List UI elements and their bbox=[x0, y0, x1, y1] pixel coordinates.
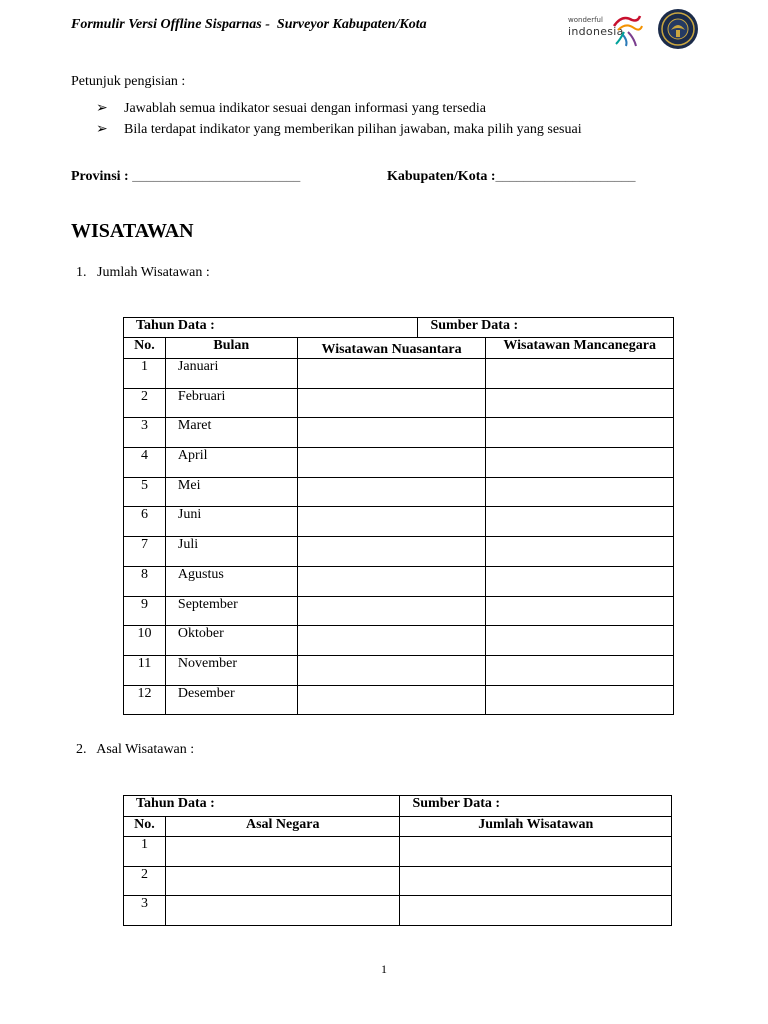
wisatawan-nusantara-input-cell[interactable] bbox=[297, 359, 486, 389]
table-row bbox=[124, 418, 674, 448]
table-row bbox=[124, 566, 674, 596]
row-number: 3 bbox=[124, 896, 166, 926]
provinsi-field[interactable] bbox=[71, 169, 300, 185]
row-number: 8 bbox=[124, 566, 166, 596]
table-row bbox=[124, 626, 674, 656]
sumber-data-label: Sumber Data : bbox=[412, 796, 501, 811]
table-row bbox=[124, 685, 674, 715]
row-number: 3 bbox=[124, 418, 166, 448]
table-row bbox=[124, 448, 674, 478]
table-row bbox=[124, 655, 674, 685]
wisatawan-mancanegara-input-cell[interactable] bbox=[486, 418, 674, 448]
garuda-logo-icon bbox=[610, 12, 644, 48]
row-number: 1 bbox=[124, 837, 166, 867]
wisatawan-nusantara-input-cell[interactable] bbox=[297, 477, 486, 507]
wisatawan-mancanegara-input-cell[interactable] bbox=[486, 655, 674, 685]
col-header-asal-negara: Asal Negara bbox=[165, 817, 400, 837]
wisatawan-mancanegara-input-cell[interactable] bbox=[486, 626, 674, 656]
provinsi-blank-line[interactable]: ________________________ bbox=[132, 169, 301, 184]
row-number: 9 bbox=[124, 596, 166, 626]
asal-negara-input-cell[interactable] bbox=[165, 866, 400, 896]
col-header-jumlah-wisatawan: Jumlah Wisatawan bbox=[400, 817, 672, 837]
wisatawan-mancanegara-input-cell[interactable] bbox=[486, 359, 674, 389]
month-name: Mei bbox=[165, 477, 297, 507]
month-name: Maret bbox=[165, 418, 297, 448]
col-header-bulan: Bulan bbox=[165, 338, 297, 359]
jumlah-wisatawan-input-cell[interactable] bbox=[400, 837, 672, 867]
col-header-no: No. bbox=[124, 338, 166, 359]
month-name: Oktober bbox=[165, 626, 297, 656]
table-row bbox=[124, 596, 674, 626]
tahun-data-label: Tahun Data : bbox=[136, 796, 215, 811]
jumlah-wisatawan-input-cell[interactable] bbox=[400, 866, 672, 896]
wisatawan-mancanegara-input-cell[interactable] bbox=[486, 566, 674, 596]
month-name: September bbox=[165, 596, 297, 626]
month-name: April bbox=[165, 448, 297, 478]
table-row bbox=[124, 507, 674, 537]
row-number: 5 bbox=[124, 477, 166, 507]
month-name: Juli bbox=[165, 537, 297, 567]
wisatawan-mancanegara-input-cell[interactable] bbox=[486, 507, 674, 537]
government-seal-icon bbox=[657, 8, 699, 50]
table-row bbox=[124, 537, 674, 567]
table-row bbox=[124, 896, 672, 926]
row-number: 4 bbox=[124, 448, 166, 478]
tahun-data-cell[interactable] bbox=[124, 796, 400, 817]
month-name: Januari bbox=[165, 359, 297, 389]
wisatawan-nusantara-input-cell[interactable] bbox=[297, 507, 486, 537]
month-name: Agustus bbox=[165, 566, 297, 596]
instruction-text: Jawablah semua indikator sesuai dengan informasi yang tersedia bbox=[124, 101, 486, 116]
wisatawan-nusantara-input-cell[interactable] bbox=[297, 626, 486, 656]
month-name: November bbox=[165, 655, 297, 685]
jumlah-wisatawan-input-cell[interactable] bbox=[400, 896, 672, 926]
wisatawan-nusantara-input-cell[interactable] bbox=[297, 566, 486, 596]
col-header-wisatawan-nusantara: Wisatawan Nuasantara bbox=[297, 338, 486, 359]
question-2-label: 2. Asal Wisatawan : bbox=[76, 742, 195, 757]
table-row bbox=[124, 359, 674, 389]
wisatawan-nusantara-input-cell[interactable] bbox=[297, 685, 486, 715]
wisatawan-mancanegara-input-cell[interactable] bbox=[486, 388, 674, 418]
arrow-bullet-icon: ➢ bbox=[96, 101, 108, 116]
table-row bbox=[124, 837, 672, 867]
logo-text-big: indonesia bbox=[568, 25, 624, 38]
kabupaten-blank-line[interactable]: ____________________ bbox=[495, 169, 636, 184]
row-number: 1 bbox=[124, 359, 166, 389]
jumlah-wisatawan-table bbox=[123, 317, 674, 715]
instruction-item bbox=[96, 121, 582, 138]
wisatawan-mancanegara-input-cell[interactable] bbox=[486, 596, 674, 626]
wisatawan-nusantara-input-cell[interactable] bbox=[297, 655, 486, 685]
col-header-no: No. bbox=[124, 817, 166, 837]
wonderful-indonesia-logo bbox=[566, 12, 646, 48]
arrow-bullet-icon: ➢ bbox=[96, 122, 108, 137]
month-name: Juni bbox=[165, 507, 297, 537]
wisatawan-nusantara-input-cell[interactable] bbox=[297, 388, 486, 418]
document-header-title: Formulir Versi Offline Sisparnas - Surveyor Kabupaten/Kota bbox=[71, 17, 427, 32]
wisatawan-nusantara-input-cell[interactable] bbox=[297, 596, 486, 626]
wisatawan-nusantara-input-cell[interactable] bbox=[297, 537, 486, 567]
row-number: 10 bbox=[124, 626, 166, 656]
col-header-wisatawan-mancanegara: Wisatawan Mancanegara bbox=[486, 338, 674, 359]
wisatawan-mancanegara-input-cell[interactable] bbox=[486, 448, 674, 478]
month-name: Desember bbox=[165, 685, 297, 715]
wisatawan-mancanegara-input-cell[interactable] bbox=[486, 537, 674, 567]
instruction-item bbox=[96, 100, 486, 117]
section-title: WISATAWAN bbox=[71, 220, 194, 242]
month-name: Februari bbox=[165, 388, 297, 418]
tahun-data-cell[interactable] bbox=[124, 318, 418, 338]
instructions-label: Petunjuk pengisian : bbox=[71, 74, 186, 89]
logo-text-small: wonderful bbox=[568, 16, 603, 24]
page-number: 1 bbox=[381, 962, 387, 976]
provinsi-label: Provinsi : bbox=[71, 169, 129, 184]
wisatawan-nusantara-input-cell[interactable] bbox=[297, 418, 486, 448]
wisatawan-mancanegara-input-cell[interactable] bbox=[486, 685, 674, 715]
row-number: 12 bbox=[124, 685, 166, 715]
asal-negara-input-cell[interactable] bbox=[165, 896, 400, 926]
table-row bbox=[124, 866, 672, 896]
question-1-label: 1. Jumlah Wisatawan : bbox=[76, 265, 210, 280]
sumber-data-label: Sumber Data : bbox=[430, 318, 519, 333]
row-number: 11 bbox=[124, 655, 166, 685]
row-number: 7 bbox=[124, 537, 166, 567]
sumber-data-cell[interactable] bbox=[400, 796, 672, 817]
sumber-data-cell[interactable] bbox=[418, 318, 674, 338]
kabupaten-field[interactable] bbox=[387, 169, 636, 185]
table-row bbox=[124, 477, 674, 507]
asal-negara-input-cell[interactable] bbox=[165, 837, 400, 867]
wisatawan-mancanegara-input-cell[interactable] bbox=[486, 477, 674, 507]
row-number: 2 bbox=[124, 866, 166, 896]
wisatawan-nusantara-input-cell[interactable] bbox=[297, 448, 486, 478]
asal-wisatawan-table bbox=[123, 795, 672, 926]
tahun-data-label: Tahun Data : bbox=[136, 318, 215, 333]
table-row bbox=[124, 388, 674, 418]
row-number: 6 bbox=[124, 507, 166, 537]
kabupaten-label: Kabupaten/Kota : bbox=[387, 169, 496, 184]
row-number: 2 bbox=[124, 388, 166, 418]
instruction-text: Bila terdapat indikator yang memberikan pilihan jawaban, maka pilih yang sesuai bbox=[124, 122, 582, 137]
